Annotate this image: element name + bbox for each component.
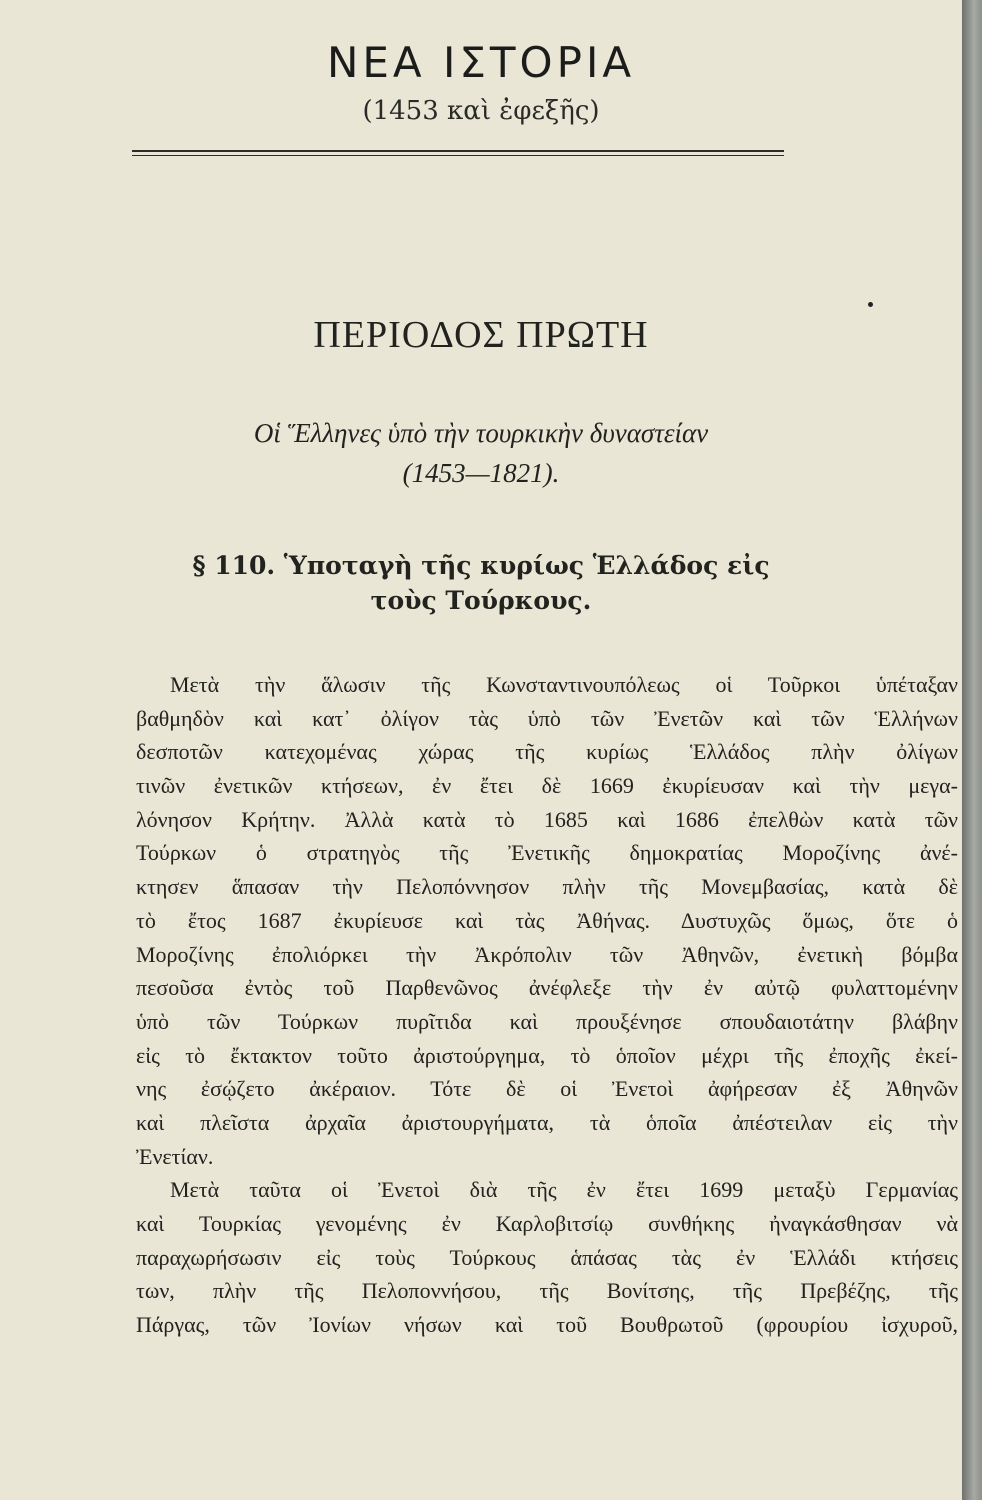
text-line: καὶ πλεῖστα ἀρχαῖα ἀριστουργήματα, τὰ ὁποῖα ἀπέστειλαν εἰς τὴν (136, 1109, 958, 1135)
text-line: πεσοῦσα ἐντὸς τοῦ Παρθενῶνος ἀνέφλεξε τὴν ἐν αὐτῷ φυλαττομένην (136, 975, 958, 1001)
text-line: τὸ ἔτος 1687 ἐκυρίευσε καὶ τὰς Ἀθήνας. Δυστυχῶς ὅμως, ὅτε ὁ (136, 907, 958, 933)
page-edge (962, 0, 982, 1500)
book-subtitle: (1453 καὶ ἐφεξῆς) (362, 96, 600, 126)
text-line: Ἐνετίαν. (136, 1143, 214, 1169)
book-title: ΝΕΑ ΙΣΤΟΡΙΑ (326, 38, 636, 87)
period-subtitle: Οἱ Ἕλληνες ὑπὸ τὴν τουρκικὴν δυναστείαν (253, 418, 709, 448)
text-line: Τούρκων ὁ στρατηγὸς τῆς Ἐνετικῆς δημοκρατίας Μοροζίνης ἀνέ- (136, 840, 958, 866)
text-line: καὶ Τουρκίας γενομένης ἐν Καρλοβιτσίῳ συνθήκης ἠναγκάσθησαν νὰ (136, 1211, 958, 1236)
text-line: Μετὰ τὴν ἅλωσιν τῆς Κωνσταντινουπόλεως οἱ Τοῦρκοι ὑπέταξαν (170, 672, 958, 697)
text-line: κτησεν ἅπασαν τὴν Πελοπόννησον πλὴν τῆς Μονεμβασίας, κατὰ δὲ (136, 874, 958, 900)
period-dates: (1453—1821). (402, 458, 560, 488)
title-rule-thin (132, 155, 784, 156)
text-line: νης ἐσῴζετο ἀκέραιον. Τότε δὲ οἱ Ἐνετοὶ ἀφήρεσαν ἐξ Ἀθηνῶν (136, 1076, 958, 1102)
text-line: των, πλὴν τῆς Πελοποννήσου, τῆς Βονίτσης, τῆς Πρεβέζης, τῆς (136, 1278, 958, 1304)
text-line: δεσποτῶν κατεχομένας χώρας τῆς κυρίως Ἑλλάδος πλὴν ὀλίγων (136, 739, 958, 765)
body-text (136, 668, 958, 1342)
text-line: Πάργας, τῶν Ἰονίων νήσων καὶ τοῦ Βουθρωτοῦ (φρουρίου ἰσχυροῦ, (136, 1312, 958, 1338)
title-rule (132, 150, 784, 152)
ink-dot (868, 302, 873, 307)
section-heading-cont: τοὺς Τούρκους. (370, 586, 592, 615)
text-line: βαθμηδὸν καὶ κατ᾽ ὀλίγον τὰς ὑπὸ τῶν Ἐνετῶν καὶ τῶν Ἑλλήνων (136, 705, 958, 731)
text-line: ὑπὸ τῶν Τούρκων πυρῖτιδα καὶ προυξένησε σπουδαιοτάτην βλάβην (136, 1008, 958, 1034)
section-heading: § 110. Ὑποταγὴ τῆς κυρίως Ἑλλάδος εἰς (192, 551, 770, 580)
text-line: εἰς τὸ ἔκτακτον τοῦτο ἀριστούργημα, τὸ ὁποῖον μέχρι τῆς ἐποχῆς ἐκεί- (136, 1042, 958, 1068)
text-line: Μοροζίνης ἐπολιόρκει τὴν Ἀκρόπολιν τῶν Ἀθηνῶν, ἐνετικὴ βόμβα (136, 941, 958, 967)
text-line: λόνησον Κρήτην. Ἀλλὰ κατὰ τὸ 1685 καὶ 1686 ἐπελθὼν κατὰ τῶν (136, 806, 958, 832)
text-line: παραχωρήσωσιν εἰς τοὺς Τούρκους ἁπάσας τὰς ἐν Ἑλλάδι κτήσεις (136, 1244, 958, 1270)
text-line: Μετὰ ταῦτα οἱ Ἐνετοὶ διὰ τῆς ἐν ἔτει 1699 μεταξὺ Γερμανίας (170, 1177, 958, 1203)
text-line: τινῶν ἐνετικῶν κτήσεων, ἐν ἔτει δὲ 1669 ἐκυρίευσαν καὶ τὴν μεγα- (136, 773, 958, 799)
period-title: ΠΕΡΙΟΔΟΣ ΠΡΩΤΗ (313, 314, 649, 356)
